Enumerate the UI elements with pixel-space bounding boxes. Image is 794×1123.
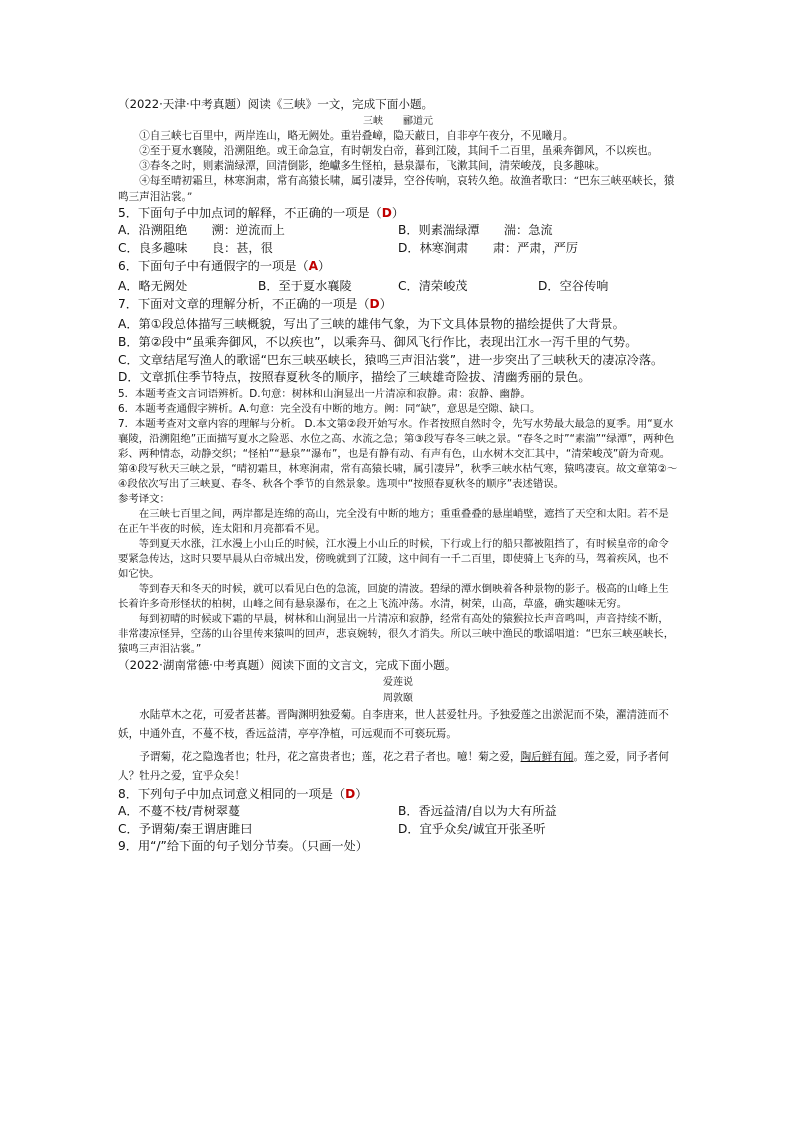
question-8-options-row-1 <box>118 803 678 821</box>
question-6-stem: 6．下面句子中有通假字的一项是（A） <box>118 258 331 273</box>
ailian-underlined-sentence: 陶后鲜有闻 <box>520 750 574 763</box>
question-5-option-d: D．林寒涧肃 肃：严肃，严厉 <box>398 241 579 255</box>
question-7-option-b: B．第②段中“虽乘奔御风，不以疾也”，以乘奔马、御风飞行作比，表现出江水一泻千里的气势。 <box>118 334 638 349</box>
translation-paragraph-3: 等到春天和冬天的时候，就可以看见白色的急流，回旋的清波。碧绿的潭水倒映着各种景物的影子。极高的山峰上生长着许多奇形怪状的柏树，山峰之间有悬泉瀑布，在之上飞流冲荡。水清，树荣，山高，草盛，确实趣味无穷。 <box>118 582 669 610</box>
question-6-option-a: A．略无阙处 <box>118 279 188 294</box>
passage-paragraph-1: ①自三峡七百里中，两岸连山，略无阙处。重岩叠嶂，隐天蔽日，自非亭午夜分，不见曦月。 <box>139 129 574 142</box>
translation-paragraph-4: 每到初晴的时候或下霜的早晨，树林和山涧显出一片清凉和寂静，经常有高处的猿猴拉长声音鸣叫，声音持续不断，非常凄凉怪异，空荡的山谷里传来猿叫的回声，悲哀婉转，很久才消失。所以三峡中渔民的歌谣唱道：“巴东三峡巫峡长，猿鸣三声泪沾裳。” <box>118 612 675 655</box>
question-8-option-b: B．香远益清/自以为大有所益 <box>398 804 557 819</box>
question-9-stem: 9．用“/”给下面的句子划分节奏。（只画一处） <box>118 839 368 854</box>
question-6-answer: A <box>308 258 319 273</box>
section-intro-sanxia: （2022·天津·中考真题）阅读《三峡》一文，完成下面小题。 <box>118 97 434 111</box>
question-5-options-row-1 <box>118 222 678 240</box>
question-6-option-c: C．清荣峻茂 <box>398 279 468 294</box>
ailian-paragraph-2: 予谓菊，花之隐逸者也；牡丹，花之富贵者也；莲，花之君子者也。噫！菊之爱，陶后鲜有闻。莲之爱，同予者何人？牡丹之爱，宜乎众矣！ <box>118 750 669 782</box>
section-intro-ailian: （2022·湖南常德·中考真题）阅读下面的文言文，完成下面小题。 <box>118 657 457 672</box>
question-7-option-d: D．文章抓住季节特点，按照春夏秋冬的顺序，描绘了三峡雄奇险拔、清幽秀丽的景色。 <box>118 370 591 385</box>
translation-paragraph-1: 在三峡七百里之间，两岸都是连绵的高山，完全没有中断的地方；重重叠叠的悬崖峭壁，遮挡了天空和太阳。若不是在正午半夜的时候，连太阳和月亮都看不见。 <box>118 507 669 535</box>
question-5-option-c: C．良多趣味 良：甚，很 <box>118 241 273 255</box>
passage-paragraph-3: ③春冬之时，则素湍绿潭，回清倒影，绝巘多生怪柏，悬泉瀑布，飞漱其间，清荣峻茂，良多趣味。 <box>139 160 606 173</box>
question-8-option-c: C．予谓菊/秦王谓唐雎曰 <box>118 821 253 836</box>
explanation-6: 6．本题考查通假字辨析。A.句意：完全没有中断的地方。阙：同“缺”，意思是空隙、缺口。 <box>118 402 541 415</box>
ailian-paragraph-1: 水陆草木之花，可爱者甚蕃。晋陶渊明独爱菊。自李唐来，世人甚爱牡丹。予独爱莲之出淤泥而不染，濯清涟而不妖，中通外直，不蔓不枝，香远益清，亭亭净植，可远观而不可亵玩焉。 <box>118 708 669 740</box>
page-content <box>118 96 678 856</box>
question-7-option-c: C．文章结尾写渔人的歌谣“巴东三峡巫峡长，猿鸣三声泪沾裳”，进一步突出了三峡秋天的凄凉冷落。 <box>118 352 664 367</box>
question-5-option-a: A．沿溯阻绝 溯：逆流而上 <box>118 223 285 238</box>
explanation-5: 5．本题考查文言词语辨析。D.句意：树林和山涧显出一片清凉和寂静。肃：寂静、幽静。 <box>118 387 531 400</box>
question-7-answer: D <box>369 296 380 311</box>
question-6-option-b: B．至于夏水襄陵 <box>258 279 352 294</box>
passage-author-ailian: 周敦颐 <box>383 692 413 704</box>
question-5-option-b: B．则素湍绿潭 湍：急流 <box>398 223 553 238</box>
question-6-option-d: D．空谷传响 <box>538 279 609 294</box>
question-8-stem: 8．下列句子中加点词意义相同的一项是（D） <box>118 786 368 801</box>
passage-paragraph-4: ④每至晴初霜旦，林寒涧肃，常有高猿长啸，属引凄异，空谷传响，哀转久绝。故渔者歌曰：“巴东三峡巫峡长，猿鸣三声泪沾裳。” <box>118 175 675 203</box>
passage-title-sanxia: 三峡 郦道元 <box>363 115 433 127</box>
question-6-options-row <box>118 278 678 296</box>
question-8-option-a: A．不蔓不枝/青树翠蔓 <box>118 804 241 819</box>
question-5-answer: D <box>381 205 392 220</box>
translation-paragraph-2: 等到夏天水涨，江水漫上小山丘的时候，江水漫上小山丘的时候，下行或上行的船只都被阻挡了，有时候皇帝的命令要紧急传达，这时只要早晨从白帝城出发，傍晚就到了江陵，这中间有一千二百里，即使骑上飞奔的马，驾着疾风，也不如它快。 <box>118 537 669 580</box>
question-7-option-a: A．第①段总体描写三峡概貌，写出了三峡的雄伟气象，为下文具体景物的描绘提供了大背景。 <box>118 317 625 332</box>
reference-translation-label: 参考译文： <box>118 492 170 505</box>
question-8-answer: D <box>345 786 356 801</box>
question-5-stem: 5．下面句子中加点词的解释，不正确的一项是（D） <box>118 205 405 220</box>
explanation-7: 7．本题考查对文章内容的理解与分析。 D.本文第②段开始写水。作者按照自然时令，先写水势最大最急的夏季。用“夏水襄陵，沿溯阻绝”正面描写夏水之险恶、水位之高、水流之急；第③段写春冬三峡之景。“春冬之时”“素湍”“绿潭”，两种色彩、两种情态，动静交织；“怪柏”“悬泉”“瀑布”，也是有静有动、有声有色，山水树木交汇其中，“清荣峻茂”蔚为奇观。第④段写秋天三峡之景，“晴初霜旦，林寒涧肃，常有高猿长啸，属引凄异”，秋季三峡水枯气寒，猿鸣凄哀。故文章第②～④段依次写出了三峡夏、春冬、秋各个季节的自然景象。选项中“按照春夏秋冬的顺序”表述错误。 <box>118 417 678 490</box>
question-8-options-row-2 <box>118 821 678 839</box>
question-7-stem: 7．下面对文章的理解分析，不正确的一项是（D） <box>118 296 392 311</box>
question-8-option-d: D．宜乎众矣/诚宜开张圣听 <box>398 821 546 836</box>
passage-paragraph-2: ②至于夏水襄陵，沿溯阻绝。或王命急宣，有时朝发白帝，暮到江陵，其间千二百里，虽乘奔御风，不以疾也。 <box>139 145 659 157</box>
passage-title-ailian: 爱莲说 <box>383 676 413 688</box>
question-5-options-row-2 <box>118 240 678 258</box>
